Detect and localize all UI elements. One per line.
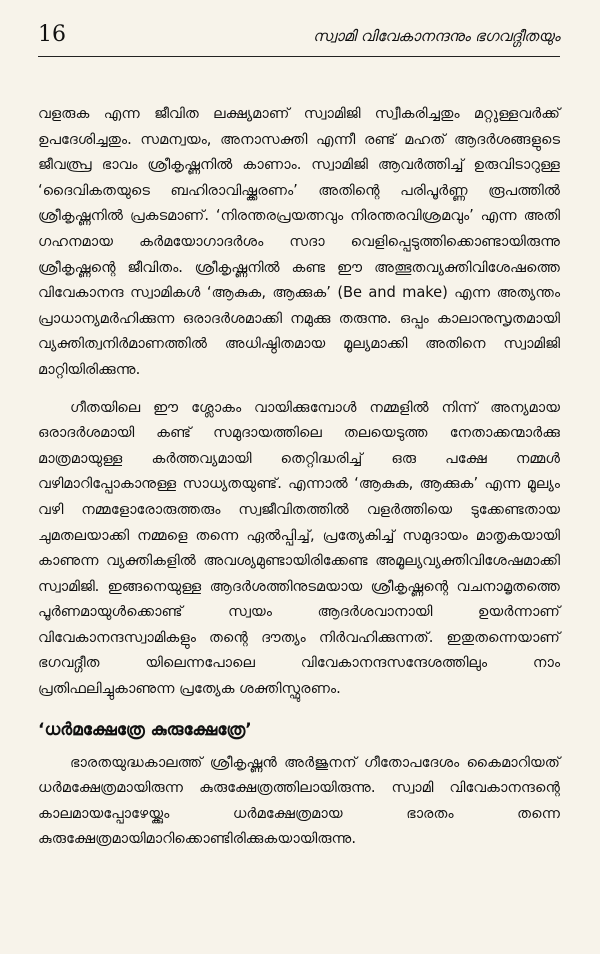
running-head: സ്വാമി വിവേകാനന്ദനും ഭഗവദ്ഗീതയും [312,27,560,45]
section-paragraph: ഭാരതയുദ്ധകാലത്ത് ശ്രീകൃഷ്ണൻ അർജുനന് ഗീതോപദേശം കൈമാറിയത് ധർമക്ഷേത്രമായിരുന്ന കുരുക്ഷേത്രത്തിലായിരുന്നു. സ്വാമി വിവേകാനന്ദന്റെ കാലമായപ്പോഴേയ്ക്കും ധർമക്ഷേത്രമായ ഭാരതം തന്നെ കുരുക്ഷേത്രമായിമാറിക്കൊണ്ടിരിക്കുകയായിരുന്നു. [38,753,560,848]
paragraph-2: ഗീതയിലെ ഈ ശ്ലോകം വായിക്കുമ്പോൾ നമ്മളിൽ നിന്ന് അന്യമായ ഒരാദർശമായി കണ്ട് സമുദായത്തിലെ തലയെടുത്ത നേതാക്കന്മാർക്കു മാത്രമായുള്ള കർത്തവ്യമായി തെറ്റിദ്ധരിച്ച് ഒരു പക്ഷേ നമ്മൾ വഴിമാറിപ്പോകാനുള്ള സാധ്യതയുണ്ട്. എന്നാൽ ‘ആകുക, ആക്കുക’ എന്ന മൂല്യം വഴി നമ്മളോരോരുത്തരും സ്വജീവിതത്തിൽ വളർത്തിയെ ടുക്കേണ്ടതായ ചുമതലയാക്കി നമ്മളെ തന്നെ ഏൽപ്പിച്ച്, പ്രത്യേകിച്ച് സമുദായം മാതൃകയായി കാണുന്ന വ്യക്തികളിൽ അവശ്യമുണ്ടായിരിക്കേണ്ട അമൂല്യവ്യക്തിവിശേഷമാക്കി സ്വാമിജി. ഇങ്ങനെയുള്ള ആദർശത്തിനുടമയായ ശ്രീകൃഷ്ണന്റെ വചനാമൃതത്തെ പൂർണമായുൾക്കൊണ്ട് സ്വയം ആദർശവാനായി ഉയർന്നാണ് വിവേകാനന്ദസ്വാമികളും തന്റെ ദൗത്യം നിർവഹിക്കുന്നത്. ഇതുതന്നെയാണ് ഭഗവദ്ഗീത യിലെന്നപോലെ വിവേകാനന്ദസന്ദേശത്തിലും നാം പ്രതിഫലിച്ചുകാണുന്ന പ്രത്യേക ശക്തിസ്ഫുരണം. [38,398,560,698]
paragraph-1: വളരുക എന്ന ജീവിത ലക്ഷ്യമാണ് സ്വാമിജി സ്വീകരിച്ചതും മറ്റുള്ളവർക്ക് ഉപദേശിച്ചതും. സമന്വയം, അനാസക്തി എന്നീ രണ്ട് മഹത് ആദർശങ്ങളുടെ ജീവത്പ്ര ഭാവം ശ്രീകൃഷ്ണനിൽ കാണാം. സ്വാമിജി ആവർത്തിച്ച് ഉരുവിടാറുള്ള ‘ദൈവികതയുടെ ബഹിരാവിഷ്ക്കരണം’ അതിന്റെ പരിപൂർണ്ണ രൂപത്തിൽ ശ്രീകൃഷ്ണനിൽ പ്രകടമാണ്. ‘നിരന്തരപ്രയത്നവും നിരന്തരവിശ്രമവും’ എന്ന അതി ഗഹനമായ കർമയോഗാദർശം സദാ വെളിപ്പെടുത്തിക്കൊണ്ടായിരുന്നു ശ്രീകൃഷ്ണന്റെ ജീവിതം. ശ്രീകൃഷ്ണനിൽ കണ്ട ഈ അത്ഭുതവ്യക്തിവിശേഷത്തെ വിവേകാനന്ദ സ്വാമികൾ ‘ആകുക, ആക്കുക’ (Be and make) എന്ന അത്യന്തം പ്രാധാന്യമർഹിക്കുന്ന ഒരാദർശമാക്കി നമുക്കു തരുന്നു. ഒപ്പം കാലാനുസൃതമായി വ്യക്തിത്വനിർമാണത്തിൽ അധിഷ്ഠിതമായ മൂല്യമാക്കി അതിനെ സ്വാമിജി മാറ്റിയിരിക്കുന്നു. [38,105,560,378]
page-header [38,22,560,52]
page-number: 16 [38,22,66,47]
section-heading: ‘ധർമക്ഷേത്രേ കുരുക്ഷേത്രേ’ [38,719,252,740]
header-rule [38,56,560,57]
